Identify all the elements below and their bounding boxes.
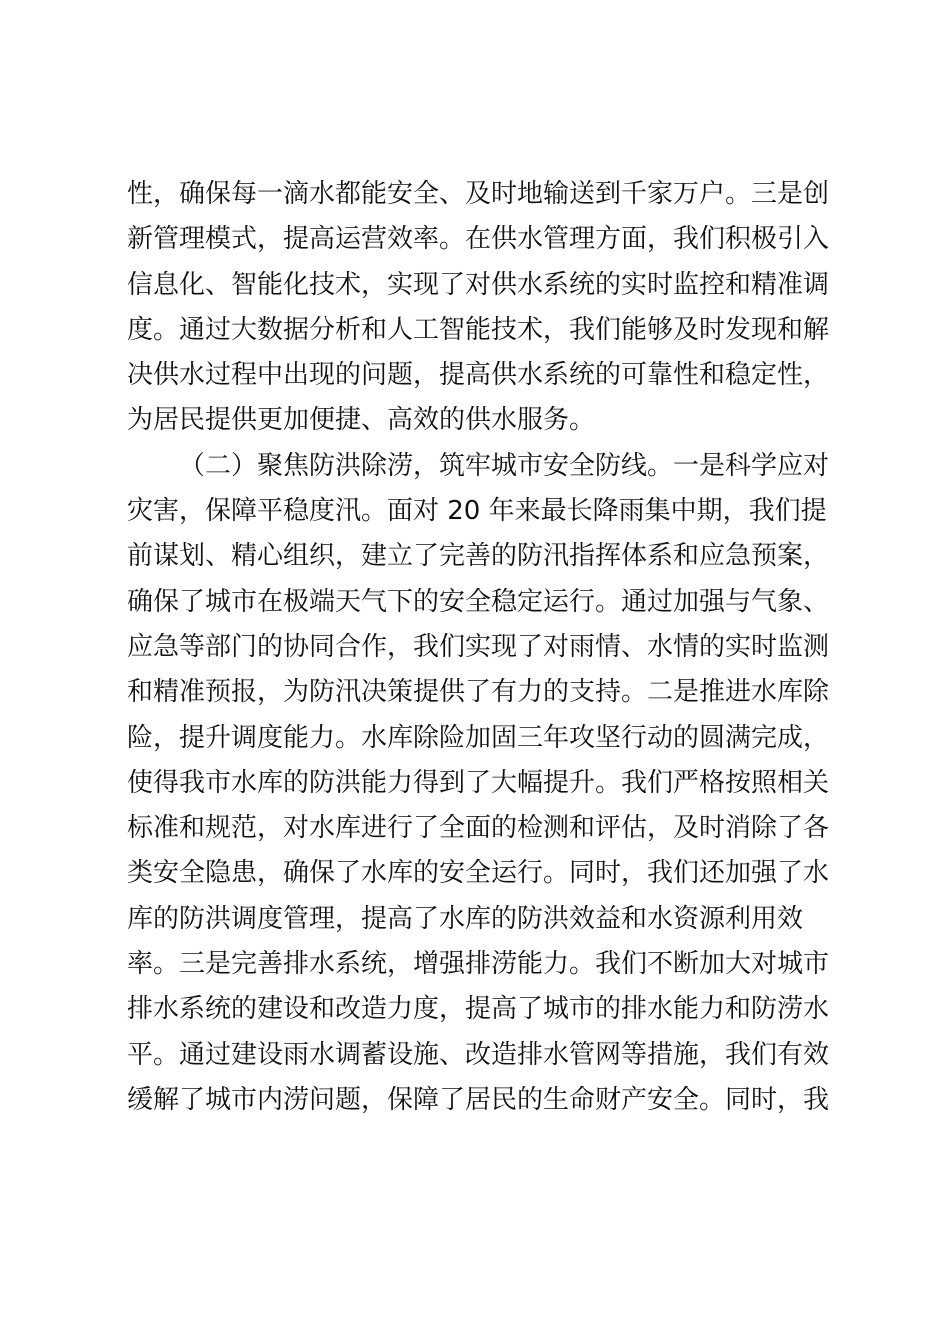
text-line: 类安全隐患，确保了水库的安全运行。同时，我们还加强了水 <box>127 858 830 889</box>
text-line: 灾害，保障平稳度汛。面对 20 年来最长降雨集中期，我们提 <box>127 496 827 527</box>
text-line: 使得我市水库的防洪能力得到了大幅提升。我们严格按照相关 <box>127 767 830 798</box>
text-line: 平。通过建设雨水调蓄设施、改造排水管网等措施，我们有效 <box>127 1039 830 1070</box>
text-line: 标准和规范，对水库进行了全面的检测和评估，及时消除了各 <box>127 813 830 844</box>
text-line: 应急等部门的协同合作，我们实现了对雨情、水情的实时监测 <box>127 631 830 662</box>
text-line: 排水系统的建设和改造力度，提高了城市的排水能力和防涝水 <box>127 994 830 1025</box>
text-line: 库的防洪调度管理，提高了水库的防洪效益和水资源利用效 <box>127 903 804 934</box>
text-line: 信息化、智能化技术，实现了对供水系统的实时监控和精准调 <box>127 269 830 300</box>
text-line: 前谋划、精心组织，建立了完善的防汛指挥体系和应急预案， <box>127 541 830 572</box>
text-line: 度。通过大数据分析和人工智能技术，我们能够及时发现和解 <box>127 314 830 345</box>
text-line: 和精准预报，为防汛决策提供了有力的支持。二是推进水库除 <box>127 677 830 708</box>
body-text <box>127 172 830 1123</box>
text-line: 确保了城市在极端天气下的安全稳定运行。通过加强与气象、 <box>127 586 830 617</box>
text-line: 率。三是完善排水系统，增强排涝能力。我们不断加大对城市 <box>127 949 830 980</box>
text-line: 为居民提供更加便捷、高效的供水服务。 <box>127 405 596 436</box>
text-line: 新管理模式，提高运营效率。在供水管理方面，我们积极引入 <box>127 224 830 255</box>
text-line: 缓解了城市内涝问题，保障了居民的生命财产安全。同时，我 <box>127 1084 830 1115</box>
section-heading-line: （二）聚焦防洪除涝，筑牢城市安全防线。一是科学应对 <box>179 450 830 481</box>
text-line: 决供水过程中出现的问题，提高供水系统的可靠性和稳定性， <box>127 360 830 391</box>
text-line: 性，确保每一滴水都能安全、及时地输送到千家万户。三是创 <box>127 179 830 209</box>
text-line: 险，提升调度能力。水库除险加固三年攻坚行动的圆满完成， <box>127 722 830 753</box>
